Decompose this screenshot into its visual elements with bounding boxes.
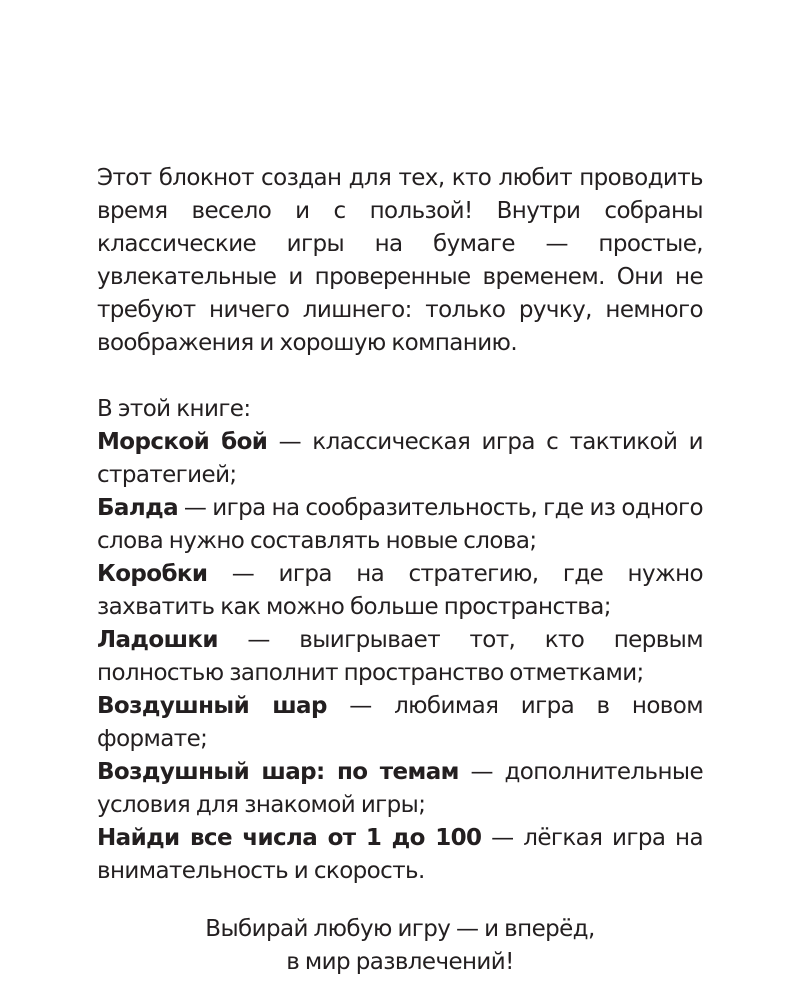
game-description: — лёгкая игра на внимательность и скорость. (97, 825, 703, 884)
game-description: — выигрывает тот, кто первым полностью заполнит пространство отметками; (97, 627, 703, 686)
game-name: Воздушный шар (97, 693, 327, 719)
intro-paragraph: Этот блокнот создан для тех, кто любит проводить время весело и с пользой! Внутри собраны классические игры на бумаге — простые, увлекательные и проверенные временем. Они не требуют ничего лишнего: только ручку, немного воображения и хорошую компанию. (97, 165, 703, 356)
game-name: Морской бой (97, 429, 268, 455)
game-name: Коробки (97, 561, 208, 587)
game-description: — дополнительные условия для знакомой игры; (97, 759, 704, 818)
list-item (97, 624, 703, 690)
game-name: Балда (97, 495, 178, 521)
list-item (97, 558, 703, 624)
page-content (97, 162, 703, 979)
game-description: — классическая игра с тактикой и стратегией; (97, 429, 703, 488)
game-description: — игра на сообразительность, где из одного слова нужно составлять новые слова; (97, 495, 703, 554)
list-item (97, 822, 703, 888)
list-item (97, 690, 703, 756)
list-item (97, 426, 703, 492)
game-description: — любимая игра в новом формате; (97, 693, 703, 752)
list-item (97, 492, 703, 558)
game-description: — игра на стратегию, где нужно захватить как можно больше пространства; (97, 561, 703, 620)
closing-text (97, 913, 703, 979)
closing-line-1: Выбирай любую игру — и вперёд, (205, 916, 595, 942)
games-list (97, 426, 703, 888)
game-name: Ладошки (97, 627, 218, 653)
game-name: Воздушный шар: по темам (97, 759, 459, 785)
game-name: Найди все числа от 1 до 100 (97, 825, 482, 851)
list-heading: В этой книге: (97, 396, 251, 422)
list-item (97, 756, 703, 822)
closing-line-2: в мир развлечений! (286, 949, 514, 975)
